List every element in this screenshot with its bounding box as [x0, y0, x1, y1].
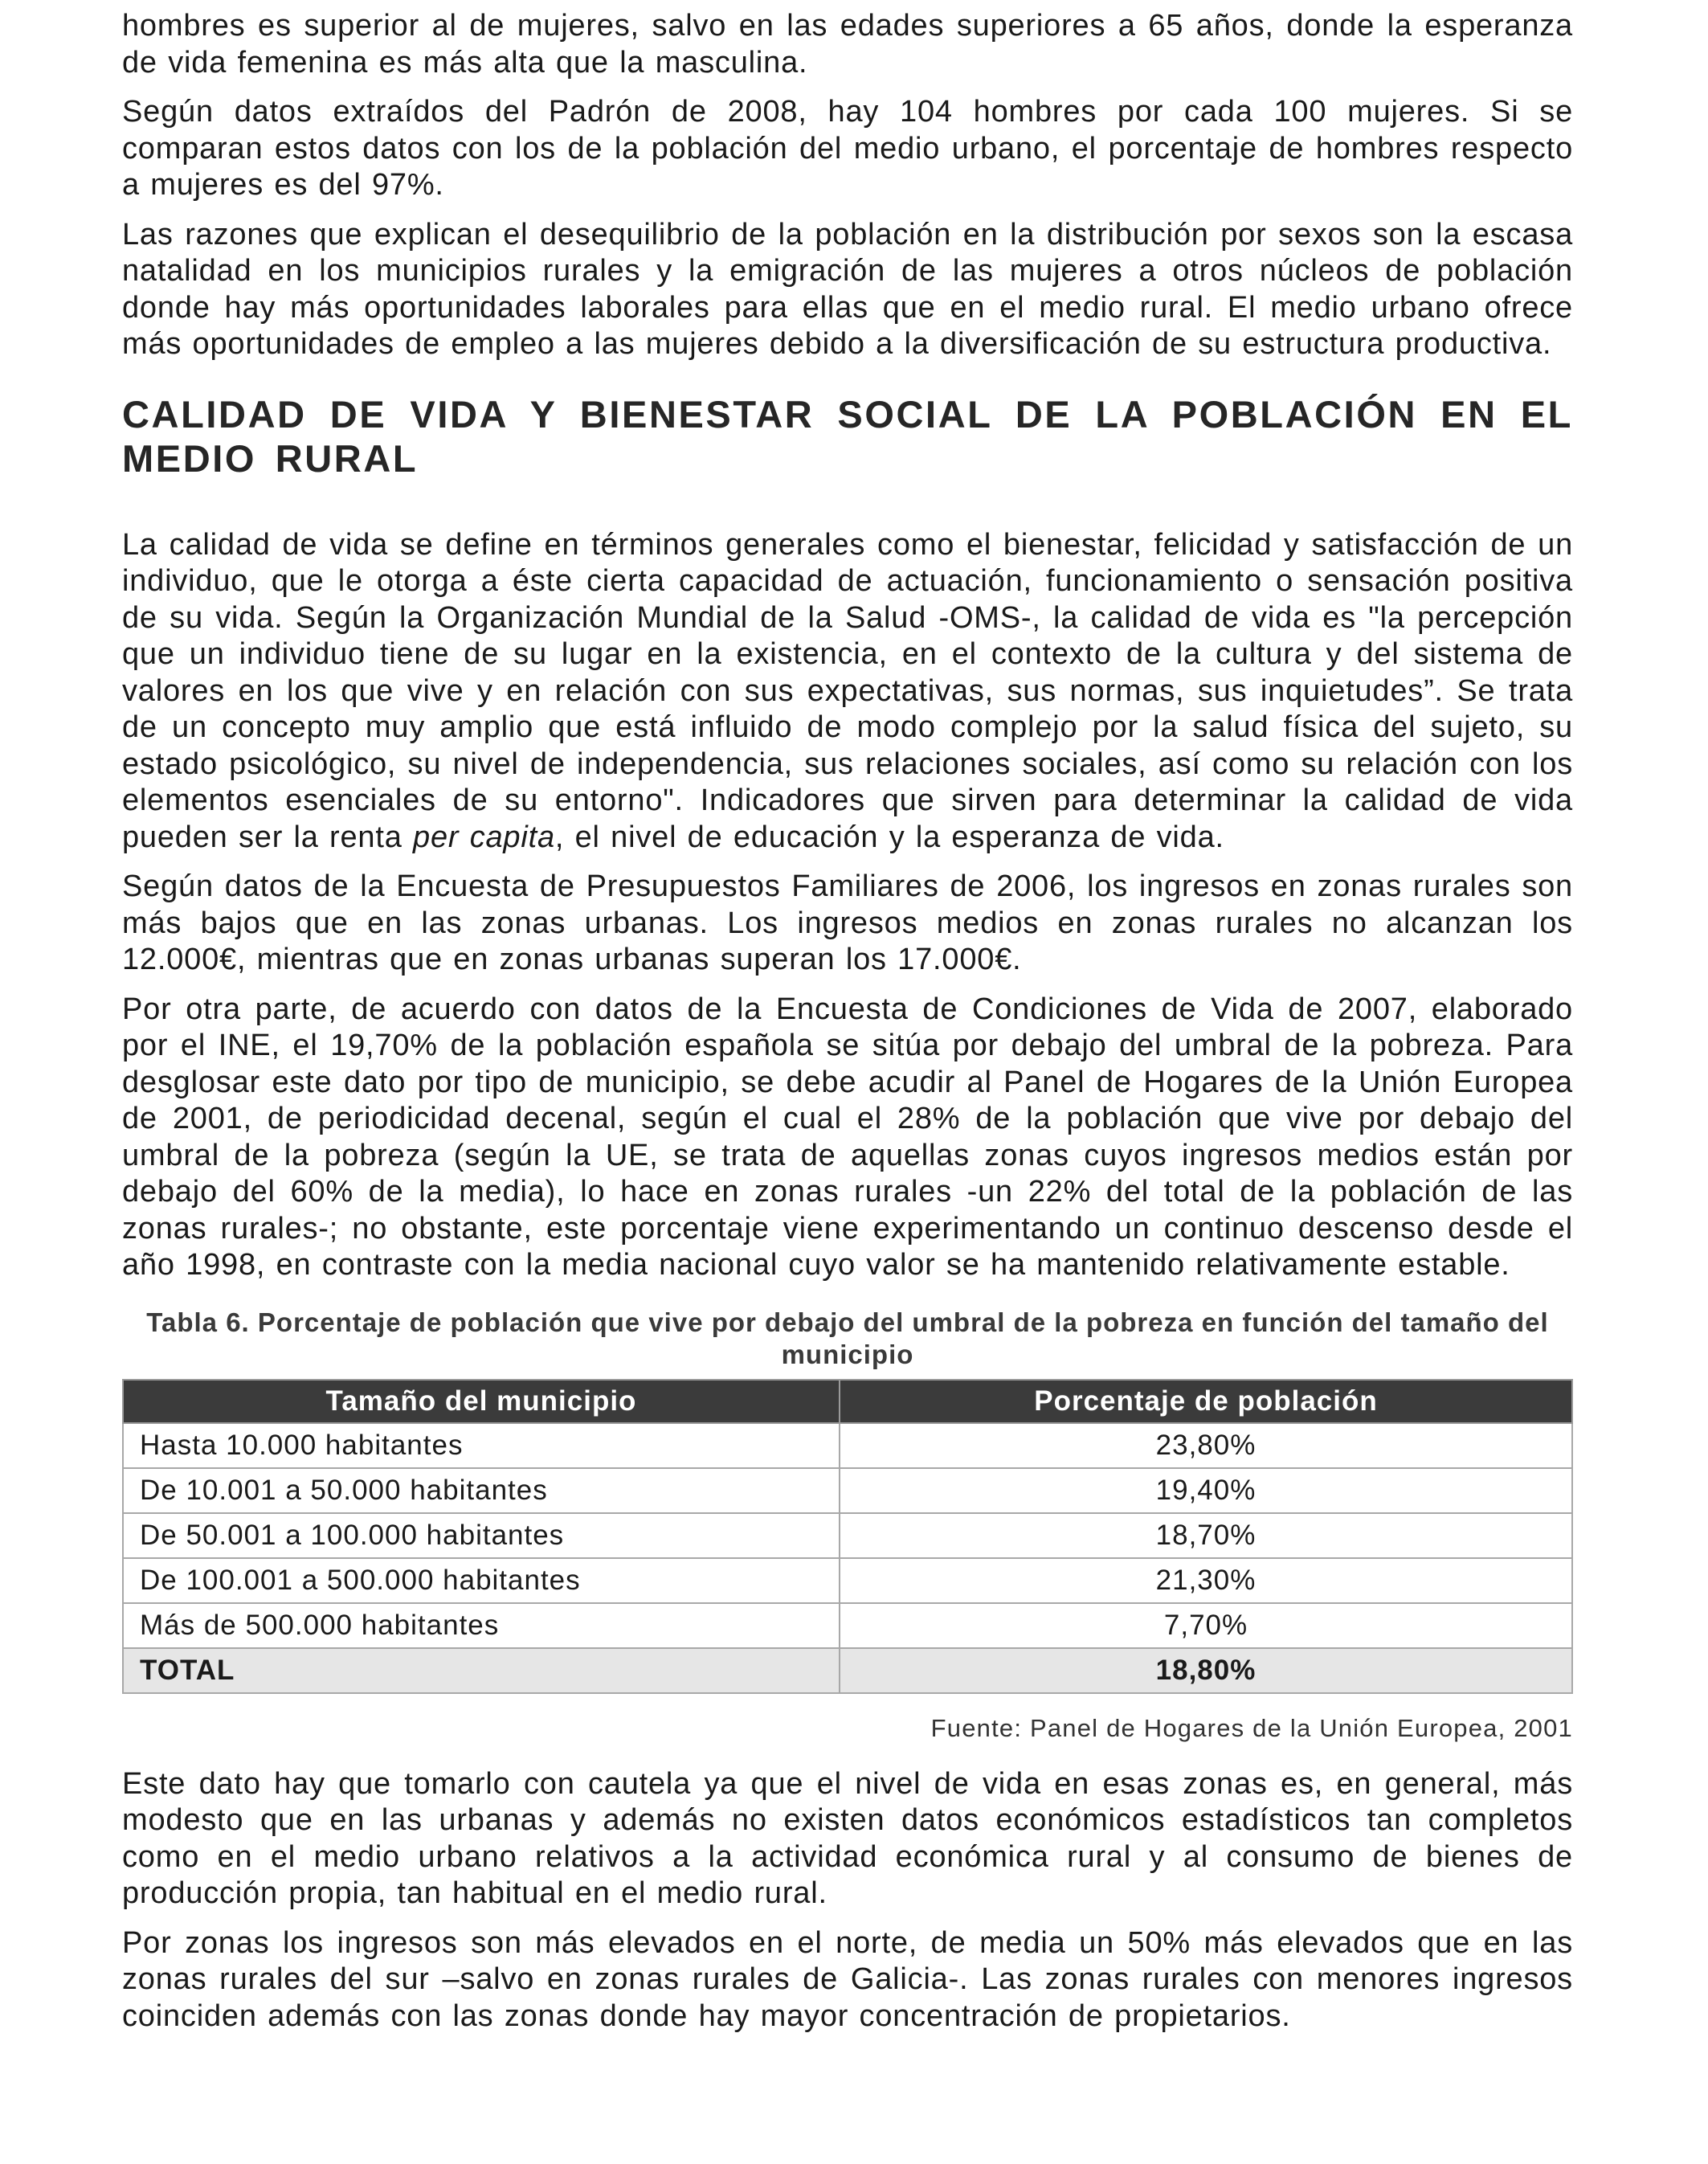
table-row — [123, 1423, 1572, 1468]
table-total-label: TOTAL — [123, 1648, 840, 1693]
poverty-table — [122, 1379, 1573, 1694]
table-total-row — [123, 1648, 1572, 1693]
paragraph-caution: Este dato hay que tomarlo con cautela ya que el nivel de vida en esas zonas es, en general, más modesto que en las urbanas y además no existen datos económicos estadísticos tan completos como en el medio urbano relativos a la actividad económica rural y al consumo de bienes de producción propia, tan habitual en el medio rural. — [122, 1766, 1573, 1910]
quality-text-start: La calidad de vida se define en términos generales como el bienestar, felicidad y satisfacción de un individuo, que le otorga a éste cierta capacidad de actuación, funcionamiento o sensación positiva de su vida. Según la Organización Mundial de la Salud -OMS-, la calidad de vida es "la percepción que un individuo tiene de su lugar en la existencia, en el contexto de la cultura y del sistema de valores en los que vive y en relación con sus expectativas, sus normas, sus inquietudes”. Se trata de un concepto muy amplio que está influido de modo complejo por la salud física del sujeto, su estado psicológico, su nivel de independencia, sus relaciones sociales, así como su relación con los elementos esenciales de su entorno". Indicadores que sirven para determinar la calidad de vida pueden ser la renta — [122, 527, 1573, 854]
paragraph-quality-of-life — [122, 527, 1573, 857]
quality-text-italic: per capita — [413, 820, 555, 854]
paragraph-life-expectancy: hombres es superior al de mujeres, salvo en las edades superiores a 65 años, donde la esperanza de vida femenina es más alta que la masculina. — [122, 9, 1573, 80]
table-row — [123, 1513, 1572, 1558]
table-header-municipality: Tamaño del municipio — [123, 1380, 840, 1423]
table-cell-percentage: 21,30% — [840, 1558, 1572, 1603]
table-row — [123, 1468, 1572, 1513]
document-page — [122, 8, 1573, 2047]
table-cell-percentage: 7,70% — [840, 1603, 1572, 1648]
quality-text-end: , el nivel de educación y la esperanza de vida. — [554, 820, 1224, 854]
table-caption: Tabla 6. Porcentaje de población que vive por debajo del umbral de la pobreza en función del tamaño del municipio — [146, 1307, 1549, 1369]
table-header-row — [123, 1380, 1572, 1423]
table-source: Fuente: Panel de Hogares de la Unión Europea, 2001 — [930, 1713, 1573, 1742]
table-header-percentage: Porcentaje de población — [840, 1380, 1572, 1423]
table-row — [123, 1558, 1572, 1603]
table-cell-percentage: 18,70% — [840, 1513, 1572, 1558]
section-title: CALIDAD DE VIDA Y BIENESTAR SOCIAL DE LA POBLACIÓN EN EL MEDIO RURAL — [122, 392, 1573, 480]
paragraph-regional-income: Por zonas los ingresos son más elevados en el norte, de media un 50% más elevados que en las zonas rurales del sur –salvo en zonas rurales de Galicia-. Las zonas rurales con menores ingresos coinciden además con las zonas donde hay mayor concentración de propietarios. — [122, 1925, 1573, 2033]
table-cell-percentage: 23,80% — [840, 1423, 1572, 1468]
paragraph-income-survey: Según datos de la Encuesta de Presupuestos Familiares de 2006, los ingresos en zonas rurales son más bajos que en las zonas urbanas. Los ingresos medios en zonas rurales no alcanzan los 12.000€, mientras que en zonas urbanas superan los 17.000€. — [122, 869, 1573, 976]
table-cell-municipality: De 100.001 a 500.000 habitantes — [123, 1558, 840, 1603]
paragraph-gender-imbalance: Las razones que explican el desequilibrio de la población en la distribución por sexos son la escasa natalidad en los municipios rurales y la emigración de las mujeres a otros núcleos de población donde hay más oportunidades laborales para ellas que en el medio rural. El medio urbano ofrece más oportunidades de empleo a las mujeres debido a la diversificación de su estructura productiva. — [122, 217, 1573, 361]
table-cell-municipality: Más de 500.000 habitantes — [123, 1603, 840, 1648]
paragraph-poverty-threshold: Por otra parte, de acuerdo con datos de la Encuesta de Condiciones de Vida de 2007, elaborado por el INE, el 19,70% de la población española se sitúa por debajo del umbral de la pobreza. Para desglosar este dato por tipo de municipio, se debe acudir al Panel de Hogares de la Unión Europea de 2001, de periodicidad decenal, según el cual el 28% de la población que vive por debajo del umbral de la pobreza (según la UE, se trata de aquellas zonas cuyos ingresos medios están por debajo del 60% de la media), lo hace en zonas rurales -un 22% del total de la población de las zonas rurales-; no obstante, este porcentaje viene experimentando un continuo descenso desde el año 1998, en contraste con la media nacional cuyo valor se ha mantenido relativamente estable. — [122, 992, 1573, 1282]
paragraph-padron-2008: Según datos extraídos del Padrón de 2008, hay 104 hombres por cada 100 mujeres. Si se comparan estos datos con los de la población del medio urbano, el porcentaje de hombres respecto a mujeres es del 97%. — [122, 95, 1573, 202]
table-cell-municipality: De 10.001 a 50.000 habitantes — [123, 1468, 840, 1513]
table-cell-municipality: De 50.001 a 100.000 habitantes — [123, 1513, 840, 1558]
table-cell-municipality: Hasta 10.000 habitantes — [123, 1423, 840, 1468]
table-cell-percentage: 19,40% — [840, 1468, 1572, 1513]
table-row — [123, 1603, 1572, 1648]
table-total-value: 18,80% — [840, 1648, 1572, 1693]
